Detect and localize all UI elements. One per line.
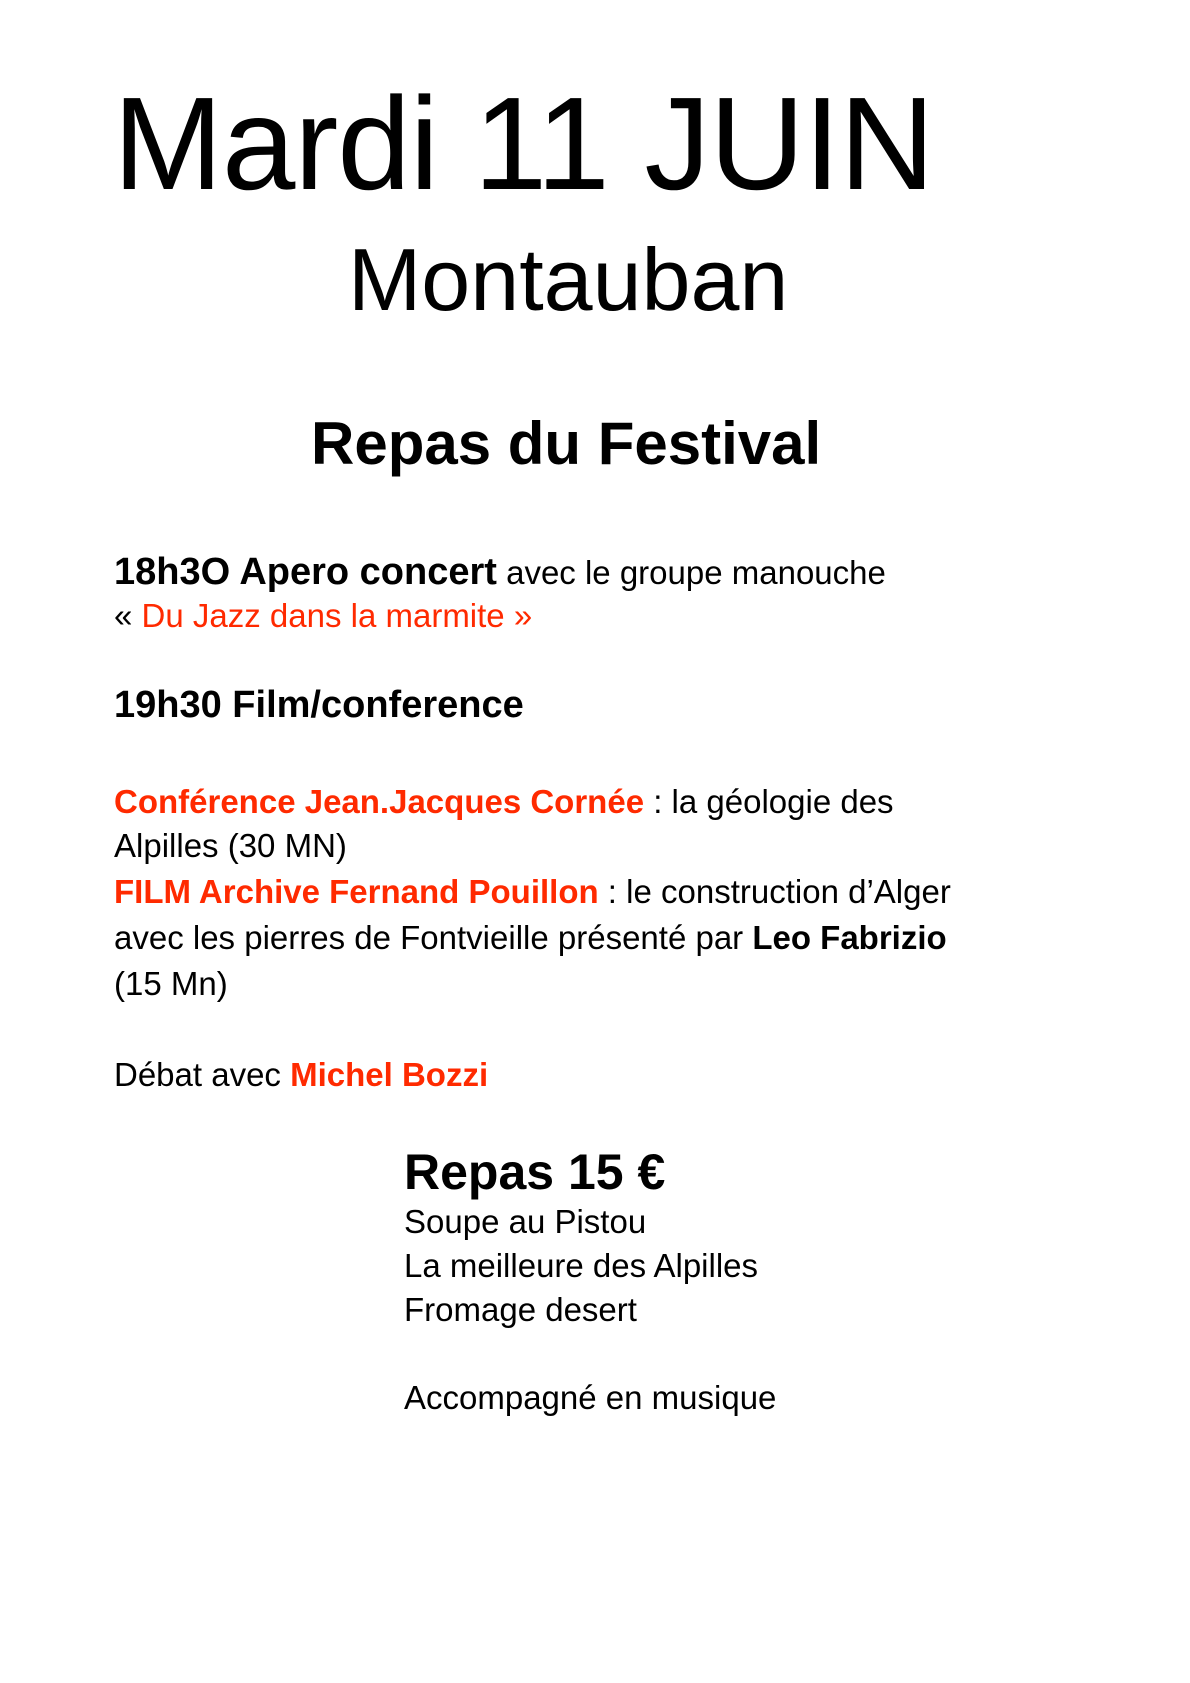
conference-title: Conférence Jean.Jacques Cornée bbox=[114, 783, 645, 820]
apero-description: avec le groupe manouche bbox=[496, 554, 886, 591]
band-quote-open: « bbox=[114, 597, 142, 634]
archive-line bbox=[114, 872, 951, 912]
band-name: Du Jazz dans la marmite bbox=[141, 597, 505, 634]
event-title: Repas du Festival bbox=[311, 410, 822, 477]
debate-line bbox=[114, 1055, 488, 1095]
menu-note: Accompagné en musique bbox=[404, 1379, 777, 1416]
film-time-title: 19h30 Film/conference bbox=[114, 684, 524, 726]
apero-time-title: 18h3O Apero concert bbox=[114, 551, 497, 593]
conference-line bbox=[114, 782, 894, 822]
debate-name: Michel Bozzi bbox=[290, 1056, 489, 1093]
menu-block bbox=[404, 1145, 776, 1420]
conference-desc-1: : la géologie des bbox=[644, 783, 894, 820]
menu-title: Repas 15 € bbox=[404, 1144, 666, 1200]
band-quote-close: » bbox=[504, 597, 533, 634]
apero-line bbox=[114, 550, 886, 596]
archive-line-2 bbox=[114, 918, 947, 958]
archive-desc-1: : le construction d’Alger bbox=[598, 873, 951, 910]
menu-item: Soupe au Pistou bbox=[404, 1203, 647, 1240]
date-heading: Mardi 11 JUIN bbox=[113, 70, 934, 217]
city-heading: Montauban bbox=[348, 230, 789, 329]
debate-label: Débat avec bbox=[114, 1056, 291, 1093]
band-line bbox=[114, 596, 532, 636]
archive-desc-3: (15 Mn) bbox=[114, 965, 228, 1002]
menu-item: Fromage desert bbox=[404, 1291, 637, 1328]
archive-presenter: Leo Fabrizio bbox=[752, 919, 947, 956]
archive-desc-2: avec les pierres de Fontvieille présenté par bbox=[114, 919, 753, 956]
conference-desc-2: Alpilles (30 MN) bbox=[114, 827, 347, 864]
archive-title: FILM Archive Fernand Pouillon bbox=[114, 873, 599, 910]
menu-item: La meilleure des Alpilles bbox=[404, 1247, 759, 1284]
